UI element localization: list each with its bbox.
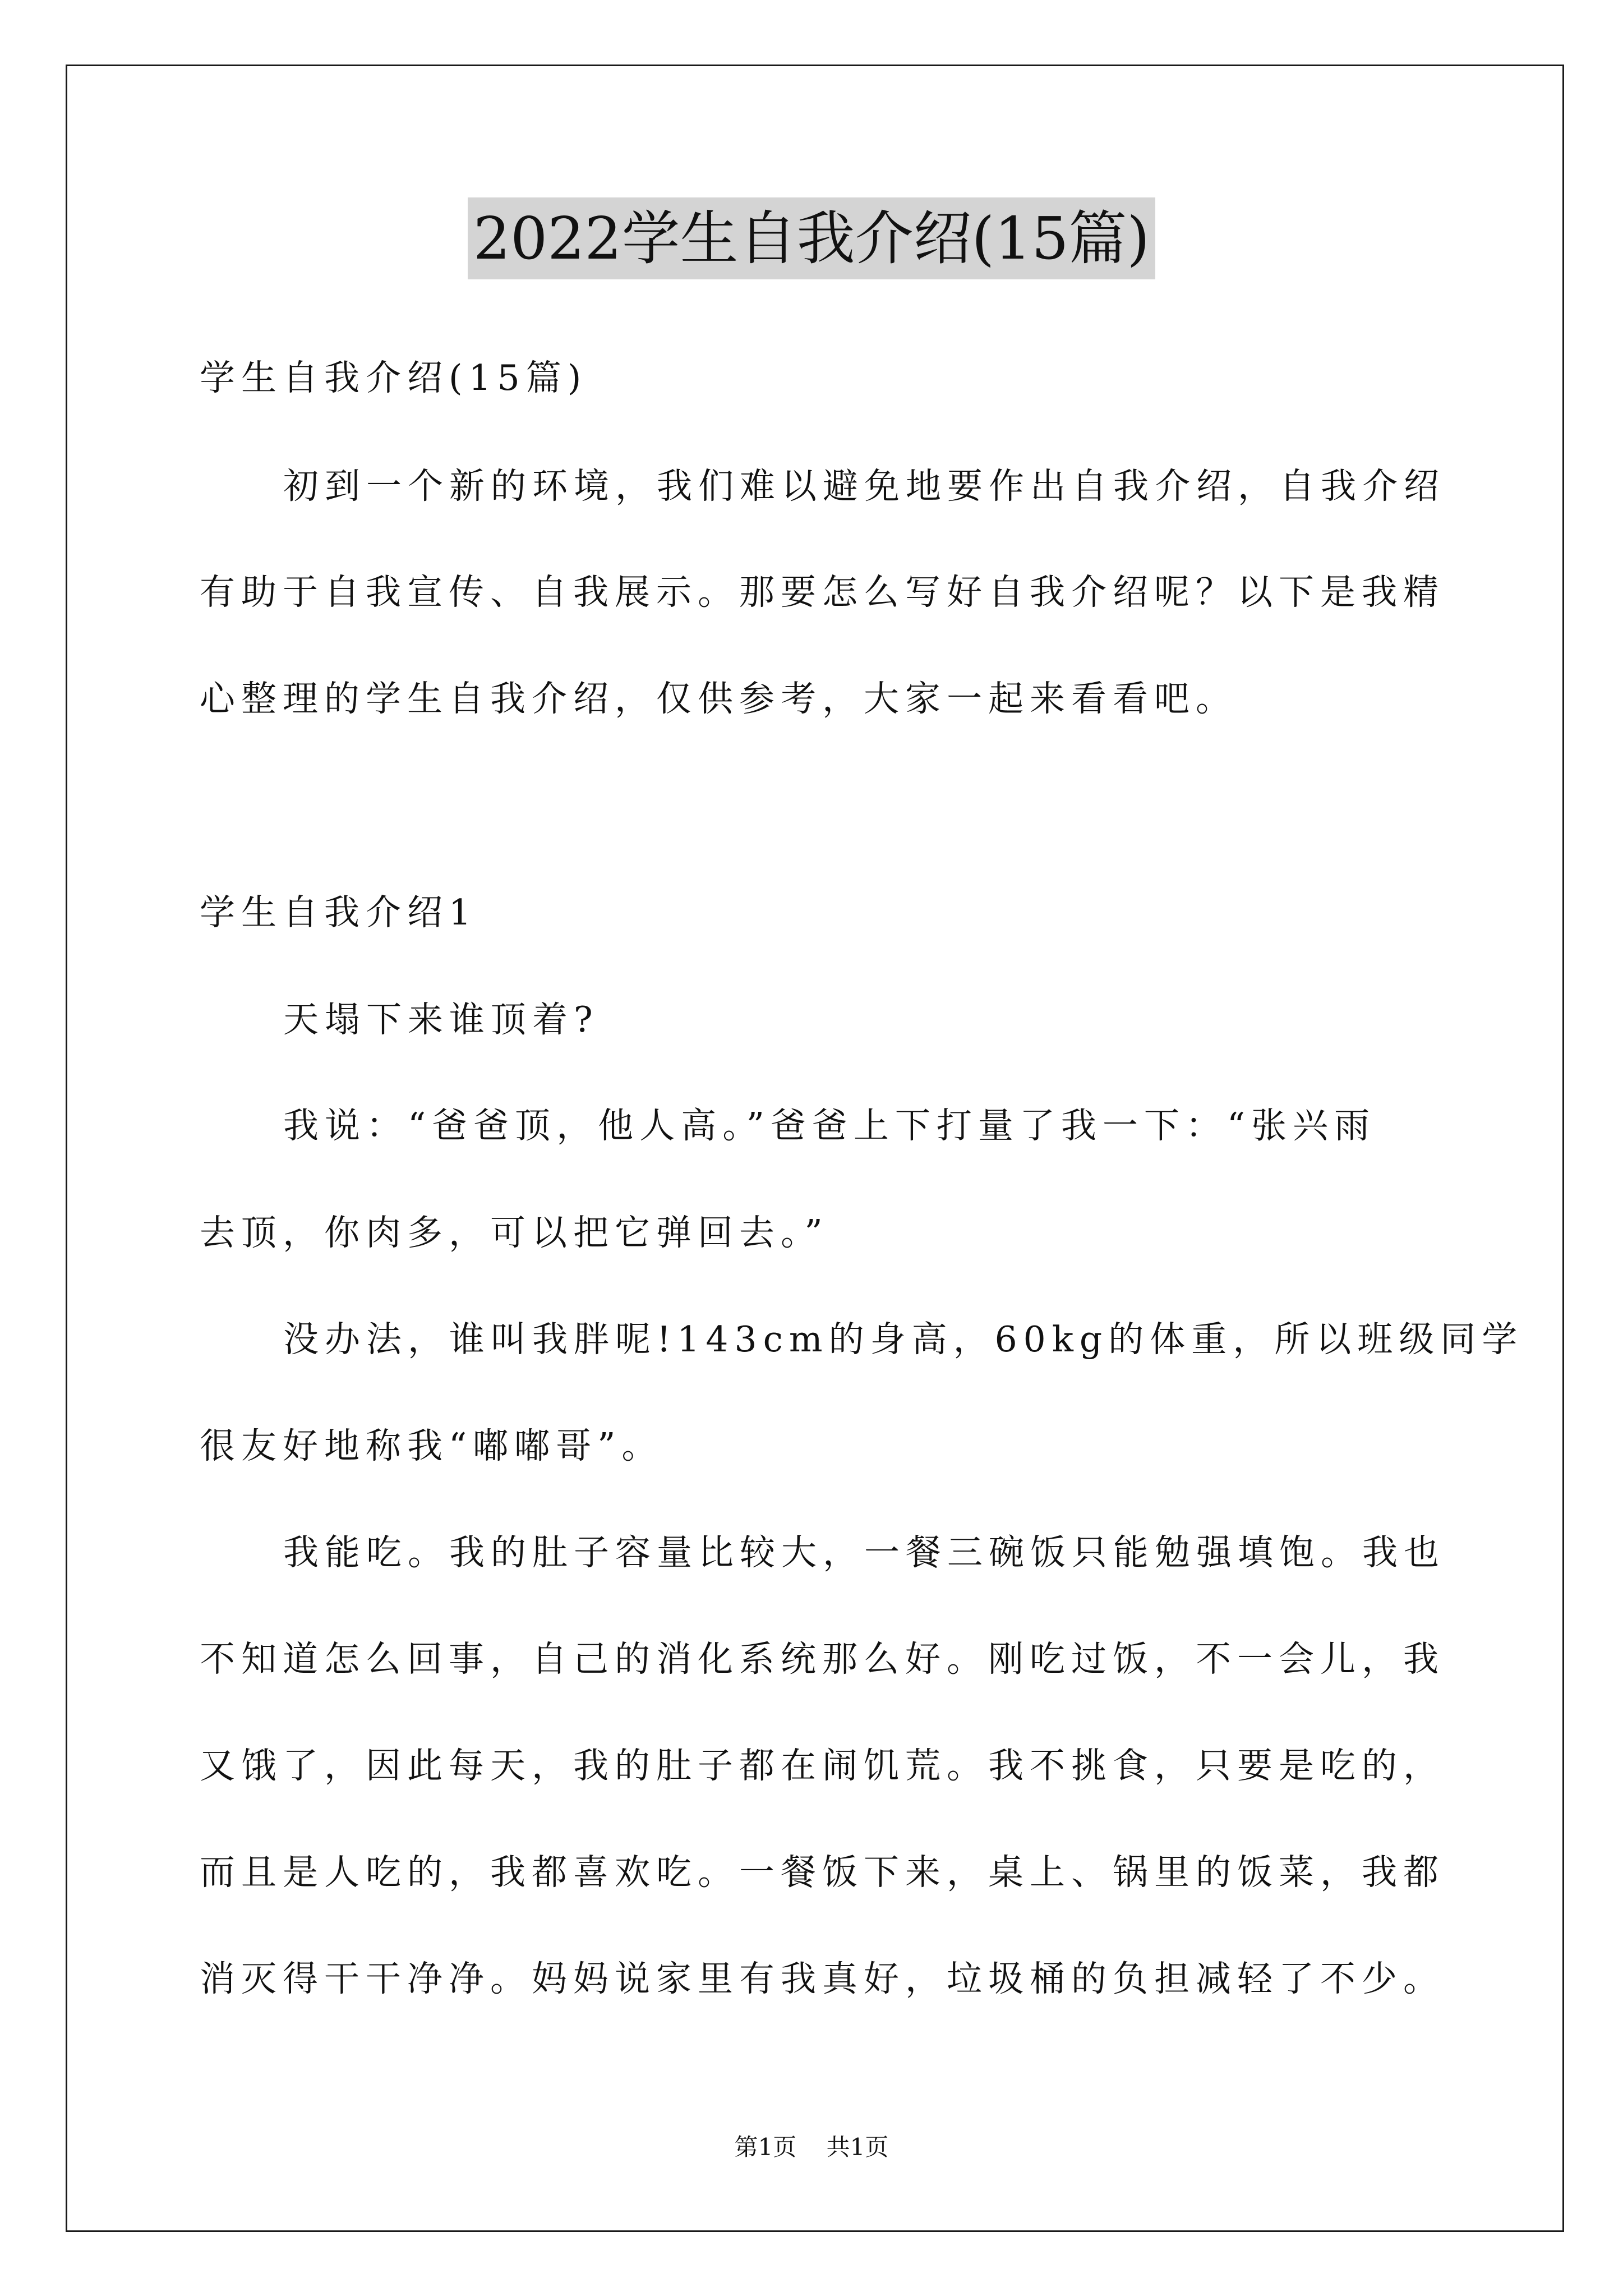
body-line: 没办法，谁叫我胖呢!143cm的身高，60kg的体重，所以班级同学 [283,1319,1524,1360]
title-container [0,197,1623,279]
intro-line-3: 心整理的学生自我介绍，仅供参考，大家一起来看看吧。 [200,678,1237,719]
body-line: 天塌下来谁顶着? [283,999,599,1040]
body-line: 我说：“爸爸顶，他人高。”爸爸上下打量了我一下：“张兴雨 [283,1105,1376,1146]
body-line: 不知道怎么回事，自己的消化系统那么好。刚吃过饭，不一会儿，我 [200,1639,1445,1680]
section-heading: 学生自我介绍1 [200,892,478,933]
body-line: 又饿了，因此每天，我的肚子都在闹饥荒。我不挑食，只要是吃的， [200,1745,1445,1786]
page-total: 共1页 [826,2133,889,2161]
page-number: 第1页 [734,2133,797,2161]
body-line: 我能吃。我的肚子容量比较大，一餐三碗饭只能勉强填饱。我也 [283,1532,1445,1573]
page-footer [0,2132,1623,2163]
document-title: 2022学生自我介绍(15篇) [468,197,1155,279]
body-line: 而且是人吃的，我都喜欢吃。一餐饭下来，桌上、锅里的饭菜，我都 [200,1852,1445,1893]
body-line: 去顶，你肉多，可以把它弹回去。” [200,1212,829,1253]
intro-line-2: 有助于自我宣传、自我展示。那要怎么写好自我介绍呢？以下是我精 [200,572,1445,613]
body-line: 消灭得干干净净。妈妈说家里有我真好，垃圾桶的负担减轻了不少。 [200,1958,1445,1999]
body-line: 很友好地称我“嘟嘟哥”。 [200,1425,663,1466]
intro-line-1: 初到一个新的环境，我们难以避免地要作出自我介绍，自我介绍 [283,466,1445,507]
subtitle: 学生自我介绍(15篇) [200,357,588,398]
